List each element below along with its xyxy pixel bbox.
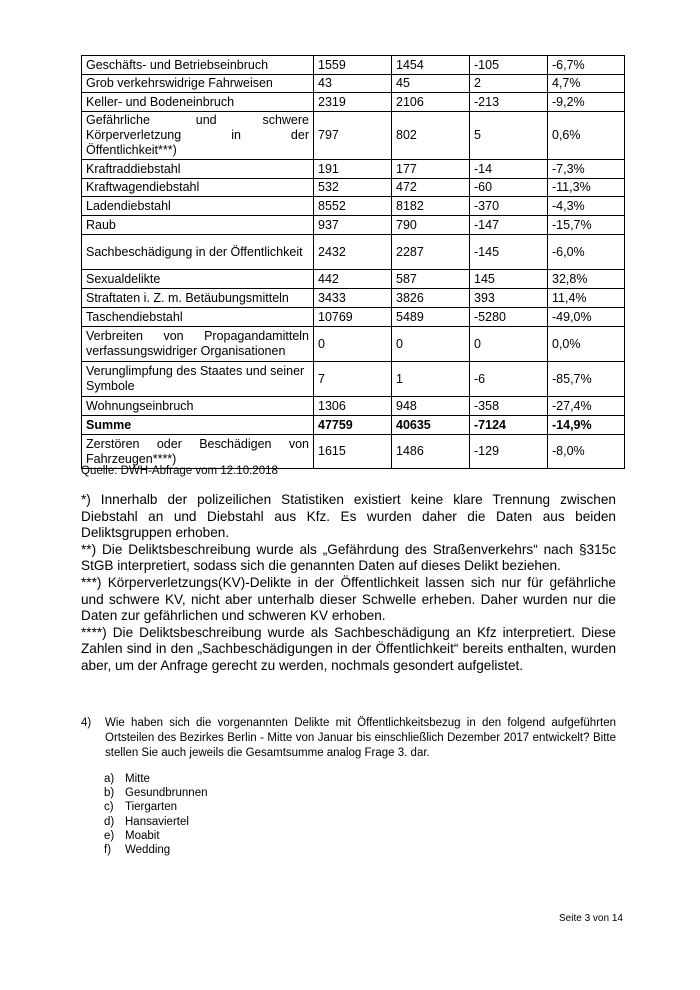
value-percent: 32,8% bbox=[548, 270, 625, 289]
table-row bbox=[82, 362, 625, 397]
value-percent: -11,3% bbox=[548, 179, 625, 197]
value-percent: -49,0% bbox=[548, 308, 625, 327]
question-number: 4) bbox=[81, 717, 92, 729]
value-percent: -15,7% bbox=[548, 216, 625, 235]
value-year-1: 8552 bbox=[314, 197, 392, 216]
value-percent: -6,0% bbox=[548, 235, 625, 270]
list-item-letter: d) bbox=[104, 815, 115, 828]
value-year-1: 532 bbox=[314, 179, 392, 197]
list-item bbox=[104, 843, 207, 857]
offense-label: Sexualdelikte bbox=[82, 270, 314, 289]
value-year-2: 1 bbox=[392, 362, 470, 397]
value-year-1: 43 bbox=[314, 75, 392, 93]
value-percent: 0,0% bbox=[548, 327, 625, 362]
table-row bbox=[82, 397, 625, 416]
value-difference: 5 bbox=[470, 112, 548, 160]
value-year-1: 191 bbox=[314, 160, 392, 179]
value-percent: 0,6% bbox=[548, 112, 625, 160]
table-row bbox=[82, 56, 625, 75]
list-item-label: Mitte bbox=[125, 773, 150, 785]
value-year-1: 1559 bbox=[314, 56, 392, 75]
list-item-label: Wedding bbox=[125, 844, 171, 857]
footnote-4: ****) Die Deliktsbeschreibung wurde als Sachbeschädigung an Kfz interpretiert. Diese Zahlen sind in den „Sachbeschädigungen in der Öffentlichkeit“ bereits enthalten, wurden aber, um der Anfrage gerecht zu werden, nochmals gesondert aufgelistet. bbox=[81, 624, 616, 673]
value-year-1: 1306 bbox=[314, 397, 392, 416]
value-difference: -213 bbox=[470, 93, 548, 112]
list-item-letter: b) bbox=[104, 787, 115, 800]
value-difference: -5280 bbox=[470, 308, 548, 327]
value-difference: -147 bbox=[470, 216, 548, 235]
table-row bbox=[82, 235, 625, 270]
sum-difference: -7124 bbox=[470, 416, 548, 435]
offense-label: Verbreiten von Propagandamitteln verfassungswidriger Organisationen bbox=[82, 327, 314, 362]
footnotes bbox=[81, 492, 616, 675]
offense-label: Keller- und Bodeneinbruch bbox=[82, 93, 314, 112]
value-difference: -145 bbox=[470, 235, 548, 270]
offense-label: Wohnungseinbruch bbox=[82, 397, 314, 416]
list-item-letter: a) bbox=[104, 773, 115, 785]
value-year-2: 802 bbox=[392, 112, 470, 160]
footnote-1: *) Innerhalb der polizeilichen Statistiken existiert keine klare Trennung zwischen Diebstahl an und Diebstahl aus Kfz. Es wurden daher die Daten aus beiden Deliktsgruppen erhoben. bbox=[81, 492, 616, 541]
sum-year-1: 47759 bbox=[314, 416, 392, 435]
value-percent: 4,7% bbox=[548, 75, 625, 93]
footnote-2: **) Die Deliktsbeschreibung wurde als „Gefährdung des Straßenverkehrs“ nach §315c StGB interpretiert, sodass sich die genannten Daten auf dieses Delikt beziehen. bbox=[81, 541, 616, 574]
value-year-2: 45 bbox=[392, 75, 470, 93]
offense-label: Verunglimpfung des Staates und seiner Symbole bbox=[82, 362, 314, 397]
list-item-letter: e) bbox=[104, 829, 115, 842]
table-row bbox=[82, 289, 625, 308]
list-item-label: Gesundbrunnen bbox=[125, 787, 208, 800]
value-year-1: 797 bbox=[314, 112, 392, 160]
crime-statistics-table bbox=[81, 55, 625, 469]
value-difference: 0 bbox=[470, 327, 548, 362]
offense-label: Sachbeschädigung in der Öffentlichkeit bbox=[82, 235, 314, 270]
table-row bbox=[82, 435, 625, 469]
list-item-letter: f) bbox=[104, 844, 112, 857]
value-percent: -4,3% bbox=[548, 197, 625, 216]
value-difference: -6 bbox=[470, 362, 548, 397]
offense-label: Ladendiebstahl bbox=[82, 197, 314, 216]
value-percent: -9,2% bbox=[548, 93, 625, 112]
table-row bbox=[82, 197, 625, 216]
value-year-1: 1615 bbox=[314, 435, 392, 469]
value-percent: -85,7% bbox=[548, 362, 625, 397]
value-year-2: 587 bbox=[392, 270, 470, 289]
value-year-1: 0 bbox=[314, 327, 392, 362]
value-year-2: 1486 bbox=[392, 435, 470, 469]
table-row bbox=[82, 216, 625, 235]
table-row bbox=[82, 160, 625, 179]
sum-percent: -14,9% bbox=[548, 416, 625, 435]
offense-label: Kraftraddiebstahl bbox=[82, 160, 314, 179]
sum-year-2: 40635 bbox=[392, 416, 470, 435]
offense-label: Kraftwagendiebstahl bbox=[82, 179, 314, 197]
value-year-1: 2432 bbox=[314, 235, 392, 270]
value-year-2: 2106 bbox=[392, 93, 470, 112]
offense-label: Taschendiebstahl bbox=[82, 308, 314, 327]
value-year-2: 8182 bbox=[392, 197, 470, 216]
value-year-1: 3433 bbox=[314, 289, 392, 308]
list-item bbox=[104, 800, 207, 814]
value-year-1: 937 bbox=[314, 216, 392, 235]
list-item bbox=[104, 786, 207, 800]
value-percent: -27,4% bbox=[548, 397, 625, 416]
offense-label: Geschäfts- und Betriebseinbruch bbox=[82, 56, 314, 75]
value-difference: -14 bbox=[470, 160, 548, 179]
value-difference: -129 bbox=[470, 435, 548, 469]
value-year-2: 1454 bbox=[392, 56, 470, 75]
value-percent: -8,0% bbox=[548, 435, 625, 469]
value-year-1: 7 bbox=[314, 362, 392, 397]
value-difference: 2 bbox=[470, 75, 548, 93]
list-item bbox=[104, 772, 207, 786]
footnote-3: ***) Körperverletzungs(KV)-Delikte in der Öffentlichkeit lassen sich nur für gefährliche und schwere KV, nicht aber unterhalb dieser Schwelle erheben. Daher wurden nur die Daten zur gefährlichen und schweren KV erhoben. bbox=[81, 574, 616, 624]
table-row bbox=[82, 75, 625, 93]
value-year-2: 2287 bbox=[392, 235, 470, 270]
value-year-1: 2319 bbox=[314, 93, 392, 112]
sum-row bbox=[82, 416, 625, 435]
page-number: Seite 3 von 14 bbox=[559, 913, 623, 924]
value-difference: -358 bbox=[470, 397, 548, 416]
value-difference: -105 bbox=[470, 56, 548, 75]
offense-label: Gefährliche und schwere Körperverletzung in der Öffentlichkeit***) bbox=[82, 112, 314, 160]
value-difference: -60 bbox=[470, 179, 548, 197]
value-percent: -6,7% bbox=[548, 56, 625, 75]
table-source: Quelle: DWH-Abfrage vom 12.10.2018 bbox=[81, 465, 278, 477]
table-row bbox=[82, 270, 625, 289]
list-item-label: Moabit bbox=[125, 829, 160, 842]
question-text: Wie haben sich die vorgenannten Delikte mit Öffentlichkeitsbezug in den folgend aufgeführten Ortsteilen des Bezirkes Berlin - Mitte von Januar bis einschließlich Dezember 2017 entwickelt? Bitte stellen Sie auch jeweils die Gesamtsumme analog Frage 3. dar. bbox=[105, 717, 616, 759]
question-4 bbox=[81, 716, 616, 761]
value-percent: 11,4% bbox=[548, 289, 625, 308]
value-difference: -370 bbox=[470, 197, 548, 216]
table-row bbox=[82, 112, 625, 160]
offense-label: Straftaten i. Z. m. Betäubungsmitteln bbox=[82, 289, 314, 308]
value-year-2: 948 bbox=[392, 397, 470, 416]
offense-label: Grob verkehrswidrige Fahrweisen bbox=[82, 75, 314, 93]
district-list bbox=[104, 772, 207, 857]
value-year-1: 442 bbox=[314, 270, 392, 289]
list-item-letter: c) bbox=[104, 801, 114, 814]
sum-label: Summe bbox=[82, 416, 314, 435]
table-row bbox=[82, 308, 625, 327]
value-year-2: 472 bbox=[392, 179, 470, 197]
table-row bbox=[82, 93, 625, 112]
value-difference: 393 bbox=[470, 289, 548, 308]
value-year-2: 5489 bbox=[392, 308, 470, 327]
list-item bbox=[104, 829, 207, 843]
value-year-2: 0 bbox=[392, 327, 470, 362]
value-year-1: 10769 bbox=[314, 308, 392, 327]
value-year-2: 790 bbox=[392, 216, 470, 235]
value-difference: 145 bbox=[470, 270, 548, 289]
list-item-label: Hansaviertel bbox=[125, 815, 189, 828]
list-item bbox=[104, 815, 207, 829]
table-row bbox=[82, 327, 625, 362]
offense-label: Zerstören oder Beschädigen von Fahrzeugen****) bbox=[82, 435, 314, 469]
value-year-2: 3826 bbox=[392, 289, 470, 308]
offense-label: Raub bbox=[82, 216, 314, 235]
value-year-2: 177 bbox=[392, 160, 470, 179]
value-percent: -7,3% bbox=[548, 160, 625, 179]
table-row bbox=[82, 179, 625, 197]
list-item-label: Tiergarten bbox=[125, 801, 177, 814]
